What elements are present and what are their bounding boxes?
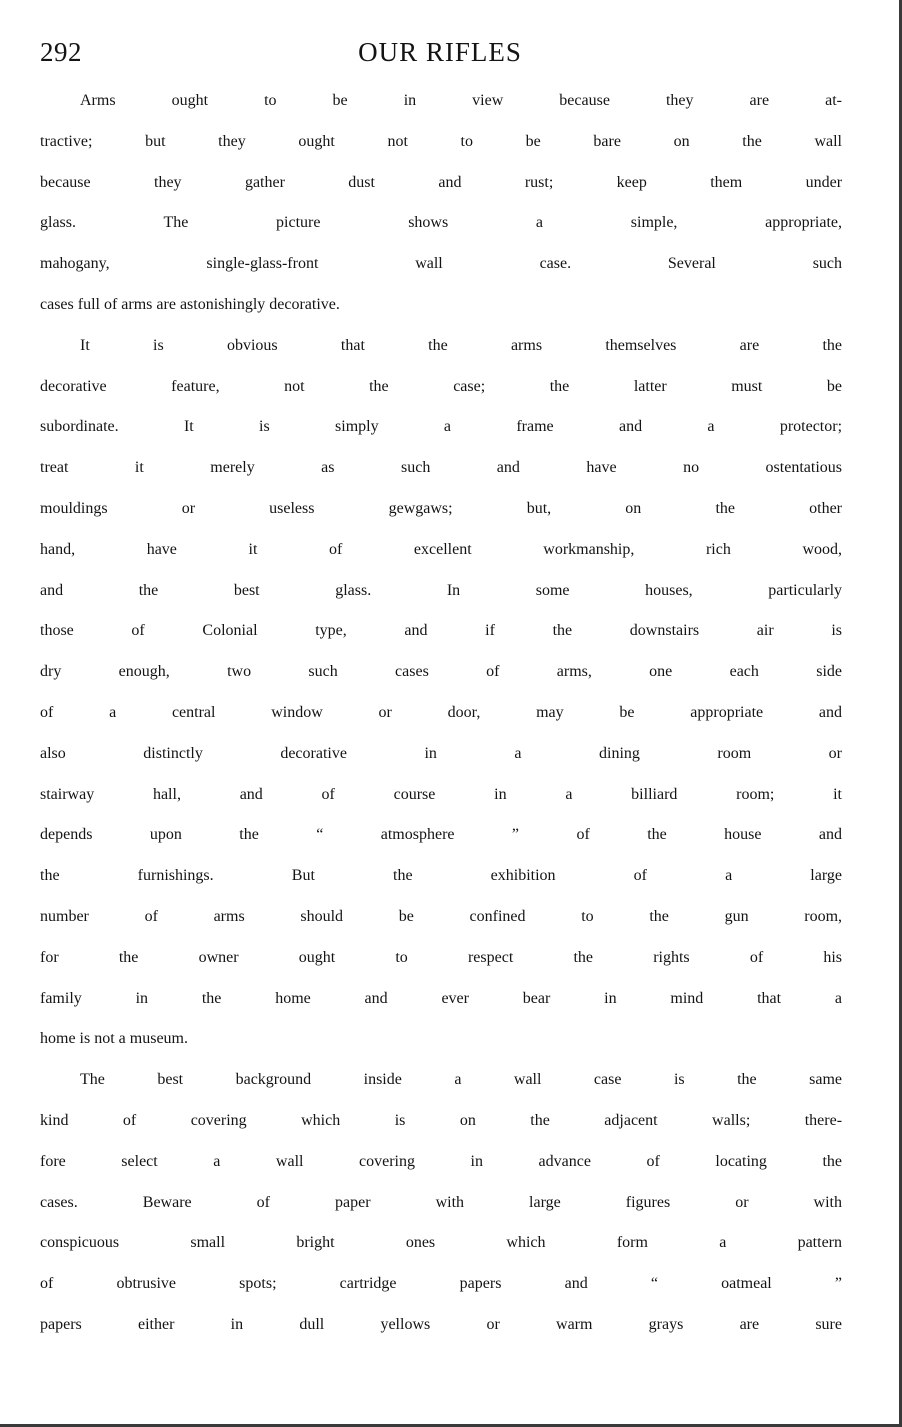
- text-line: for the owner ought to respect the rights of his: [40, 948, 842, 966]
- text-line: and the best glass. In some houses, particularly: [40, 581, 842, 599]
- text-line: those of Colonial type, and if the downstairs air is: [40, 622, 842, 640]
- text-line: number of arms should be confined to the gun room,: [40, 907, 842, 925]
- text-line: because they gather dust and rust; keep them under: [40, 173, 842, 191]
- text-line: the furnishings. But the exhibition of a large: [40, 867, 842, 885]
- text-line: The best background inside a wall case is the same: [80, 1071, 842, 1089]
- text-line: mouldings or useless gewgaws; but, on the other: [40, 499, 842, 517]
- text-line: fore select a wall covering in advance of locating the: [40, 1152, 842, 1170]
- text-line: cases full of arms are astonishingly decorative.: [40, 295, 340, 313]
- text-line: family in the home and ever bear in mind that a: [40, 989, 842, 1007]
- text-line: dry enough, two such cases of arms, one each side: [40, 663, 842, 681]
- text-line: conspicuous small bright ones which form a pattern: [40, 1234, 842, 1252]
- text-line: It is obvious that the arms themselves are the: [80, 336, 842, 354]
- text-line: kind of covering which is on the adjacent walls; there-: [40, 1111, 842, 1129]
- text-line: cases. Beware of paper with large figures or with: [40, 1193, 842, 1211]
- paragraph-3: [40, 1071, 842, 1357]
- page-header: [40, 34, 840, 70]
- text-line: mahogany, single-glass-front wall case. Several such: [40, 255, 842, 273]
- paragraph-1: [40, 92, 842, 337]
- page-number: 292: [40, 37, 82, 67]
- text-line: tractive; but they ought not to be bare on the wall: [40, 132, 842, 150]
- paragraph-2: [40, 337, 842, 1071]
- text-line: depends upon the “ atmosphere ” of the house and: [40, 826, 842, 844]
- text-line: home is not a museum.: [40, 1030, 188, 1048]
- text-line: of a central window or door, may be appropriate and: [40, 703, 842, 721]
- text-line: Arms ought to be in view because they are at-: [80, 92, 842, 109]
- text-line: glass. The picture shows a simple, appropriate,: [40, 214, 842, 232]
- text-line: of obtrusive spots; cartridge papers and “ oatmeal ”: [40, 1275, 842, 1293]
- text-line: hand, have it of excellent workmanship, rich wood,: [40, 540, 842, 558]
- text-line: stairway hall, and of course in a billiard room; it: [40, 785, 842, 803]
- text-line: decorative feature, not the case; the latter must be: [40, 377, 842, 395]
- text-line: treat it merely as such and have no ostentatious: [40, 459, 842, 477]
- text-line: also distinctly decorative in a dining room or: [40, 744, 842, 762]
- text-line: subordinate. It is simply a frame and a protector;: [40, 418, 842, 436]
- text-line: papers either in dull yellows or warm grays are sure: [40, 1315, 842, 1333]
- body-text: [40, 92, 842, 1357]
- running-title: OUR RIFLES: [358, 37, 522, 67]
